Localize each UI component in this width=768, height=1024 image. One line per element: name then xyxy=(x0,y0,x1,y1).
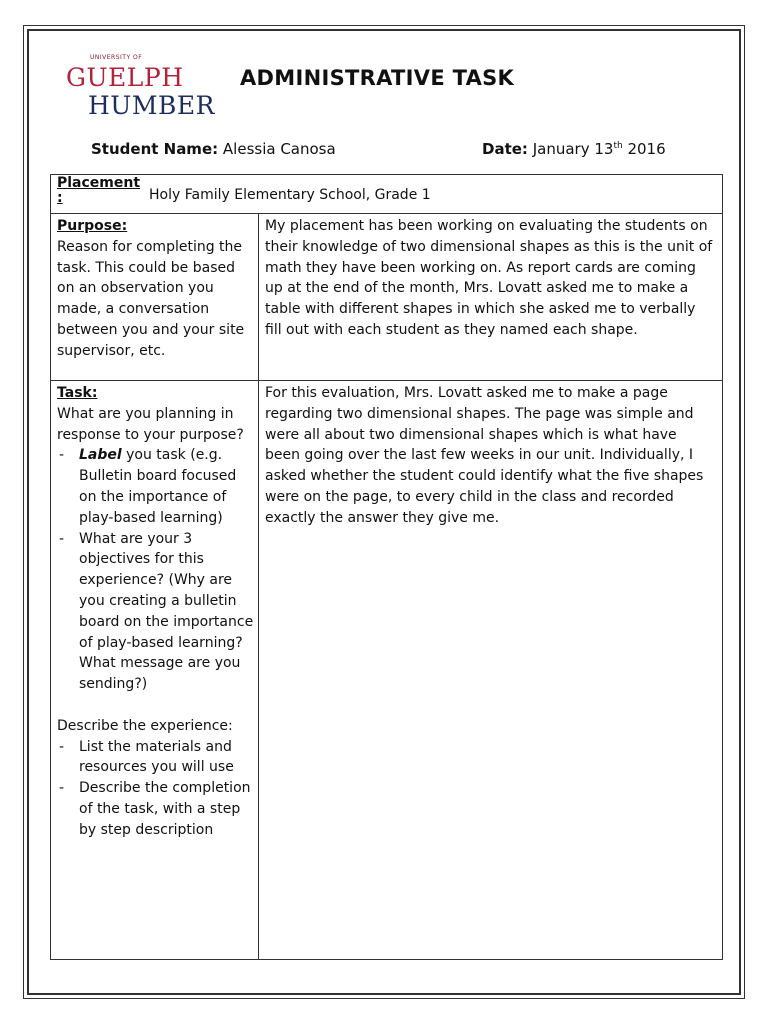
task-describe: Describe the experience: xyxy=(57,717,233,734)
document-title: ADMINISTRATIVE TASK xyxy=(240,66,515,90)
list-item xyxy=(57,445,254,528)
task-describe-list xyxy=(57,737,254,841)
university-logo xyxy=(64,54,215,124)
date-value-prefix: January 13 xyxy=(532,140,614,158)
task-item1-bold: Label xyxy=(79,447,122,464)
logo-humber: HUMBER xyxy=(88,91,215,120)
task-row xyxy=(51,380,722,959)
list-item: - List the materials and resources you will use xyxy=(57,737,254,779)
placement-value: Holy Family Elementary School, Grade 1 xyxy=(149,187,431,203)
placement-row xyxy=(51,175,722,213)
placement-label: Placement : xyxy=(57,175,141,206)
task-label: Task: xyxy=(57,385,98,401)
student-name-value: Alessia Canosa xyxy=(222,140,336,158)
purpose-answer: My placement has been working on evaluating the students on their knowledge of two dimensional shapes as this is the unit of math they have been working on. As report cards are coming up at the end of the month, Mrs. Lovatt asked me to make a table with different shapes in which she asked me to verbally fill out with each student as they named each shape. xyxy=(265,218,713,338)
student-name-line xyxy=(91,140,336,158)
purpose-row xyxy=(51,213,722,380)
task-prompt-cell xyxy=(51,381,259,959)
list-item: - Describe the completion of the task, with a step by step description xyxy=(57,778,254,840)
date-value-sup: th xyxy=(613,141,623,151)
student-name-label: Student Name: xyxy=(91,140,219,158)
purpose-label: Purpose: xyxy=(57,218,128,234)
purpose-prompt-cell xyxy=(51,214,259,380)
logo-university-of: UNIVERSITY OF xyxy=(90,54,143,61)
task-answer-cell xyxy=(259,381,722,959)
list-item: - What are your 3 objectives for this experience? (Why are you creating a bulletin board on the importance of play-based learning? What message are you sending?) xyxy=(57,529,254,695)
task-answer: For this evaluation, Mrs. Lovatt asked me to make a page regarding two dimensional shapes. The page was simple and were all about two dimensional shapes which is what have been going over the last few weeks in our unit. Individually, I asked whether the student could identify what the five shapes were on the page, to every child in the class and recorded exactly the answer they give me. xyxy=(265,385,704,526)
task-item1-rest: you task (e.g. Bulletin board focused on the importance of play-based learning) xyxy=(79,447,237,526)
task-objectives-list xyxy=(57,445,254,695)
task-prompt: What are you planning in response to your purpose? xyxy=(57,405,244,443)
logo-guelph: GUELPH xyxy=(66,63,184,92)
date-line xyxy=(482,140,666,158)
date-value-suffix: 2016 xyxy=(622,140,666,158)
purpose-answer-cell xyxy=(259,214,722,380)
task-table xyxy=(50,174,723,960)
purpose-prompt: Reason for completing the task. This could be based on an observation you made, a conversation between you and your site supervisor, etc. xyxy=(57,238,245,359)
date-label: Date: xyxy=(482,140,528,158)
